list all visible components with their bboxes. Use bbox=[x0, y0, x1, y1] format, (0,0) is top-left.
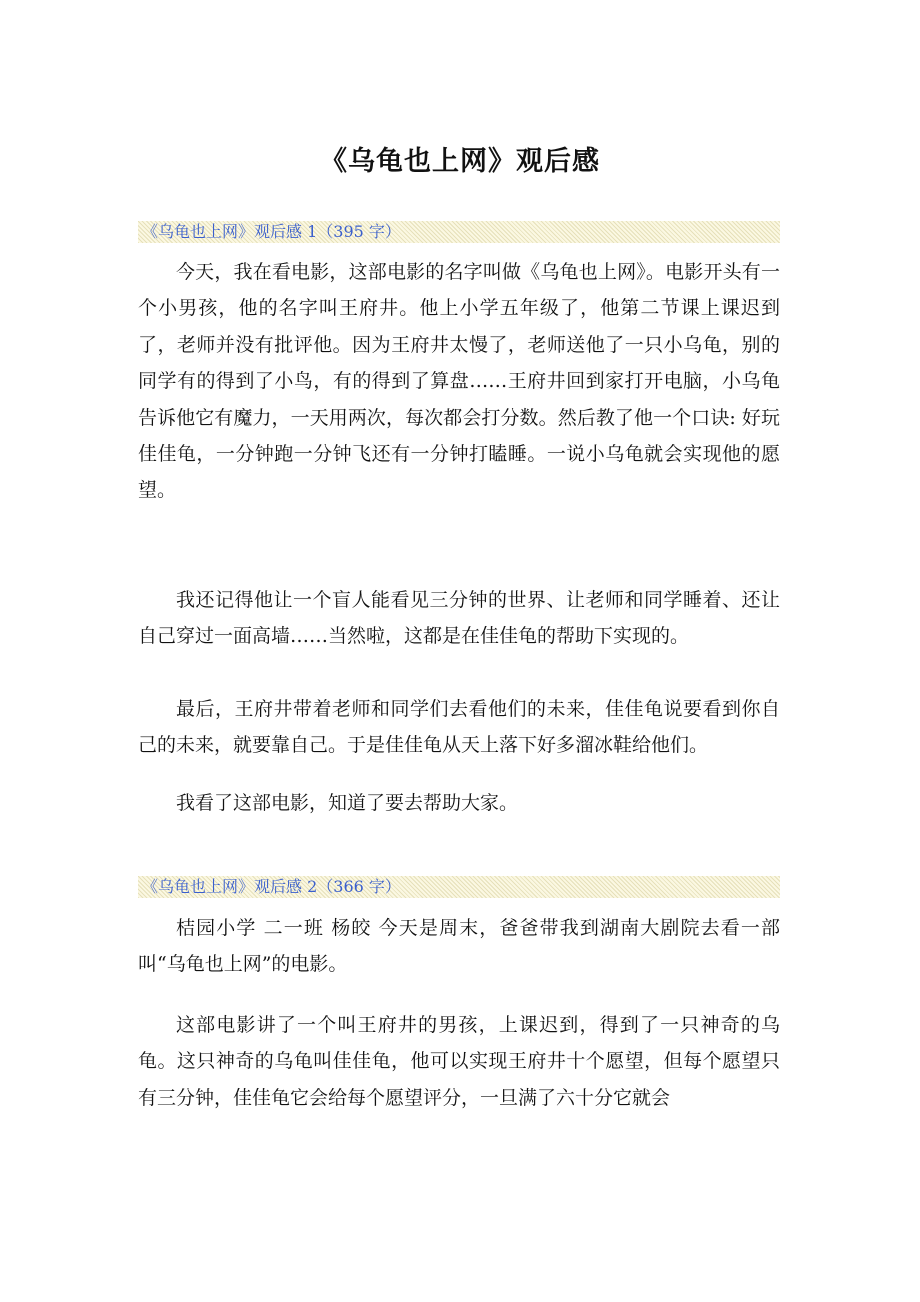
section-2-paragraph-1: 桔园小学 二一班 杨皎 今天是周末，爸爸带我到湖南大剧院去看一部叫“乌龟也上网”的电影。 bbox=[138, 917, 780, 976]
section-1-paragraph-2: 我还记得他让一个盲人能看见三分钟的世界、让老师和同学睡着、还让自己穿过一面高墙……当然啦，这都是在佳佳龟的帮助下实现的。 bbox=[138, 589, 780, 648]
section-1-paragraph-1: 今天，我在看电影，这部电影的名字叫做《乌龟也上网》。电影开头有一个小男孩，他的名字叫王府井。他上小学五年级了，他第二节课上课迟到了，老师并没有批评他。因为王府井太慢了，老师送他了一只小乌龟，别的同学有的得到了小鸟，有的得到了算盘……王府井回到家打开电脑，小乌龟告诉他它有魔力，一天用两次，每次都会打分数。然后教了他一个口诀: 好玩佳佳龟，一分钟跑一分钟飞还有一分钟打瞌睡。一说小乌龟就会实现他的愿望。 bbox=[138, 261, 780, 502]
section-heading-1: 《乌龟也上网》观后感 1（395 字） bbox=[138, 221, 780, 243]
document-title: 《乌龟也上网》观后感 bbox=[320, 146, 600, 177]
section-2-paragraph-2: 这部电影讲了一个叫王府井的男孩，上课迟到，得到了一只神奇的乌龟。这只神奇的乌龟叫佳佳龟，他可以实现王府井十个愿望，但每个愿望只有三分钟，佳佳龟它会给每个愿望评分，一旦满了六十分它就会 bbox=[138, 1014, 780, 1109]
section-heading-2: 《乌龟也上网》观后感 2（366 字） bbox=[138, 876, 780, 898]
section-1-paragraph-4: 我看了这部电影，知道了要去帮助大家。 bbox=[176, 792, 519, 814]
section-1-paragraph-3: 最后，王府井带着老师和同学们去看他们的未来，佳佳龟说要看到你自己的未来，就要靠自己。于是佳佳龟从天上落下好多溜冰鞋给他们。 bbox=[138, 698, 780, 757]
